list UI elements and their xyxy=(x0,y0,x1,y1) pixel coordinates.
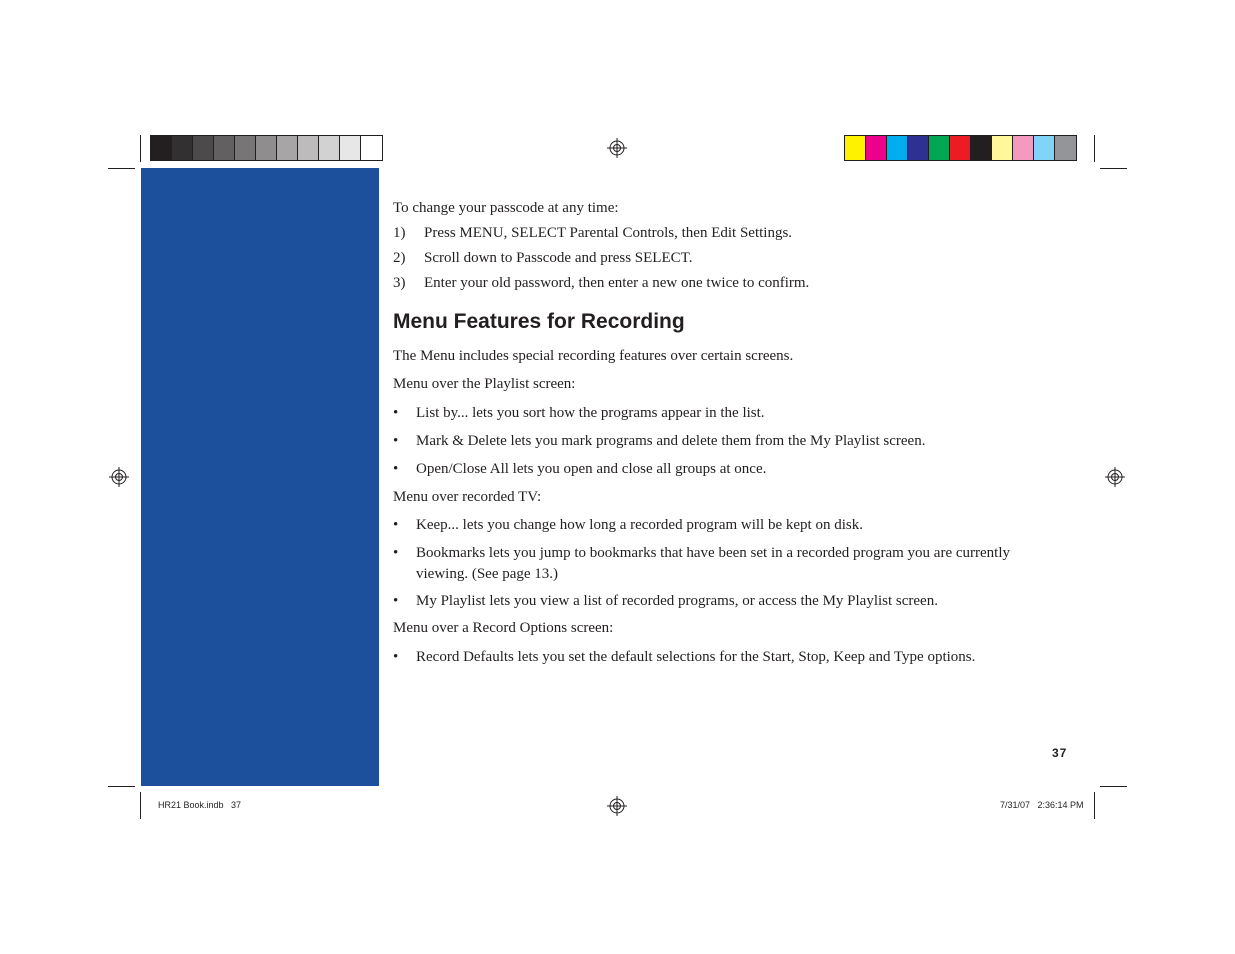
bullet-icon: • xyxy=(393,405,399,421)
color-swatch xyxy=(908,136,929,160)
gray-swatch xyxy=(340,136,361,160)
step-number: 3) xyxy=(393,275,406,291)
registration-target-icon xyxy=(109,467,129,487)
bullet-item xyxy=(393,403,1043,424)
section-label: Menu over recorded TV: xyxy=(393,489,542,505)
step-item xyxy=(393,248,1043,269)
side-panel xyxy=(141,168,379,786)
bullet-item xyxy=(393,543,1046,585)
bullet-item xyxy=(393,591,1043,612)
grayscale-color-bar xyxy=(150,135,383,161)
section-heading: Menu Features for Recording xyxy=(393,310,685,333)
crop-mark xyxy=(108,786,135,787)
intro-text: To change your passcode at any time: xyxy=(393,200,619,216)
bullet-item xyxy=(393,647,1043,668)
gray-swatch xyxy=(298,136,319,160)
gray-swatch xyxy=(319,136,340,160)
step-number: 2) xyxy=(393,250,406,266)
slug-timestamp: 7/31/07 2:36:14 PM xyxy=(1000,800,1084,810)
bullet-item xyxy=(393,515,1043,536)
color-swatch xyxy=(992,136,1013,160)
color-swatch xyxy=(971,136,992,160)
process-color-bar xyxy=(844,135,1077,161)
section-label: Menu over the Playlist screen: xyxy=(393,376,576,392)
step-item xyxy=(393,223,1043,244)
bullet-icon: • xyxy=(393,461,399,477)
crop-mark xyxy=(1100,168,1127,169)
bullet-icon: • xyxy=(393,649,399,665)
registration-target-icon xyxy=(607,138,627,158)
color-swatch xyxy=(1034,136,1055,160)
gray-swatch xyxy=(235,136,256,160)
crop-mark xyxy=(108,168,135,169)
color-swatch xyxy=(929,136,950,160)
bullet-text: List by... lets you sort how the programs appear in the list. xyxy=(416,405,765,421)
bullet-item xyxy=(393,459,1043,480)
color-swatch xyxy=(887,136,908,160)
registration-target-icon xyxy=(607,796,627,816)
bullet-icon: • xyxy=(393,545,399,561)
step-text: Enter your old password, then enter a new one twice to confirm. xyxy=(424,275,810,291)
bullet-icon: • xyxy=(393,433,399,449)
section-label: Menu over a Record Options screen: xyxy=(393,620,614,636)
color-swatch xyxy=(845,136,866,160)
color-swatch xyxy=(1055,136,1076,160)
gray-swatch xyxy=(172,136,193,160)
bullet-item xyxy=(393,431,1043,452)
crop-mark xyxy=(140,135,141,162)
step-number: 1) xyxy=(393,225,406,241)
bullet-text: My Playlist lets you view a list of recorded programs, or access the My Playlist screen. xyxy=(416,593,938,609)
color-swatch xyxy=(866,136,887,160)
gray-swatch xyxy=(214,136,235,160)
bullet-text: Record Defaults lets you set the default selections for the Start, Stop, Keep and Type options. xyxy=(416,649,976,665)
step-text: Press MENU, SELECT Parental Controls, then Edit Settings. xyxy=(424,225,793,241)
gray-swatch xyxy=(256,136,277,160)
bullet-text: Bookmarks lets you jump to bookmarks that have been set in a recorded program you are currently viewing. (See page 13.) xyxy=(416,545,1010,582)
gray-swatch xyxy=(193,136,214,160)
color-swatch xyxy=(950,136,971,160)
gray-swatch xyxy=(151,136,172,160)
page-content xyxy=(393,198,1043,668)
crop-mark xyxy=(140,792,141,819)
page-number: 37 xyxy=(1052,746,1068,760)
crop-mark xyxy=(1094,792,1095,819)
step-item xyxy=(393,273,1043,294)
gray-swatch xyxy=(277,136,298,160)
gray-swatch xyxy=(361,136,382,160)
bullet-icon: • xyxy=(393,517,399,533)
color-swatch xyxy=(1013,136,1034,160)
slug-file-info: HR21 Book.indb 37 xyxy=(158,800,242,810)
step-text: Scroll down to Passcode and press SELECT. xyxy=(424,250,693,266)
bullet-text: Open/Close All lets you open and close all groups at once. xyxy=(416,461,767,477)
crop-mark xyxy=(1094,135,1095,162)
crop-mark xyxy=(1100,786,1127,787)
bullet-text: Keep... lets you change how long a recorded program will be kept on disk. xyxy=(416,517,863,533)
bullet-icon: • xyxy=(393,593,399,609)
registration-target-icon xyxy=(1105,467,1125,487)
bullet-text: Mark & Delete lets you mark programs and delete them from the My Playlist screen. xyxy=(416,433,926,449)
body-paragraph: The Menu includes special recording features over certain screens. xyxy=(393,348,794,364)
